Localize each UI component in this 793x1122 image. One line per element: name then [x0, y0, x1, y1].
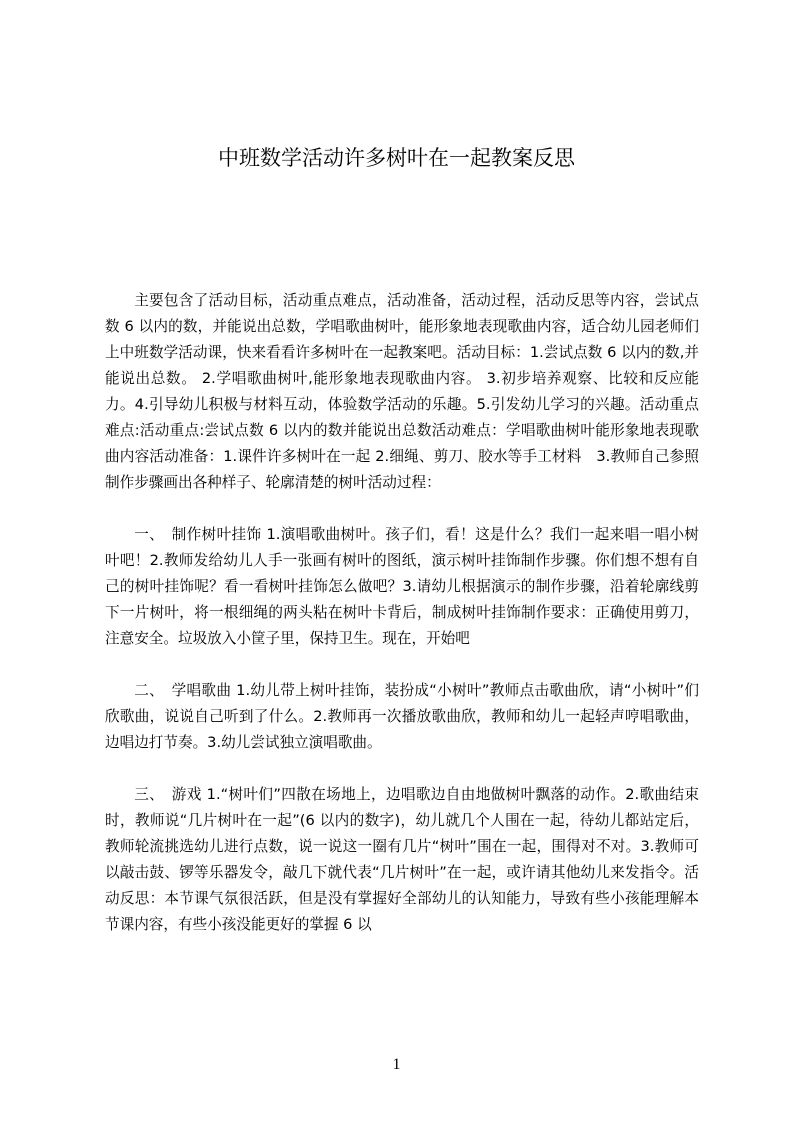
document-body — [105, 288, 699, 964]
document-title: 中班数学活动许多树叶在一起教案反思 — [218, 146, 575, 170]
paragraph-section-3: 三、 游戏 1.“树叶们”四散在场地上，边唱歌边自由地做树叶飘落的动作。2.歌曲结束时，教师说“几片树叶在一起”(6 以内的数字)，幼儿就几个人围在一起，待幼儿都站定后，教师轮流挑选幼儿进行点数，说一说这一圈有几片“树叶”围在一起，围得对不对。3.教师可以敲击鼓、锣等乐器发令，敲几下就代表“几片树叶”在一起，或许请其他幼儿来发指令。活动反思：本节课气氛很活跃，但是没有掌握好全部幼儿的认知能力，导致有些小孩能理解本节课内容，有些小孩没能更好的掌握 6 以 — [105, 786, 699, 933]
page-number: 1 — [392, 1056, 401, 1073]
paragraph-section-1: 一、 制作树叶挂饰 1.演唱歌曲树叶。孩子们，看！这是什么？我们一起来唱一唱小树叶吧！2.教师发给幼儿人手一张画有树叶的图纸，演示树叶挂饰制作步骤。你们想不想有自己的树叶挂饰呢？看一看树叶挂饰怎么做吧？3.请幼儿根据演示的制作步骤，沿着轮廓线剪下一片树叶，将一根细绳的两头粘在树叶卡背后，制成树叶挂饰制作要求：正确使用剪刀，注意安全。垃圾放入小筐子里，保持卫生。现在，开始吧 — [105, 526, 699, 647]
paragraph-intro: 主要包含了活动目标，活动重点难点，活动准备，活动过程，活动反思等内容，尝试点数 6 以内的数，并能说出总数，学唱歌曲树叶，能形象地表现歌曲内容，适合幼儿园老师们上中班数学活动课，快来看看许多树叶在一起教案吧。活动目标：1.尝试点数 6 以内的数,并能说出总数。 2.学唱歌曲树叶,能形象地表现歌曲内容。 3.初步培养观察、比较和反应能力。4.引导幼儿积极与材料互动，体验数学活动的乐趣。5.引发幼儿学习的兴趣。活动重点难点:活动重点:尝试点数 6 以内的数并能说出总数活动难点：学唱歌曲树叶能形象地表现歌曲内容活动准备：1.课件许多树叶在一起 2.细绳、剪刀、胶水等手工材料 3.教师自己参照制作步骤画出各种样子、轮廓清楚的树叶活动过程： — [105, 292, 699, 491]
paragraph-section-2: 二、 学唱歌曲 1.幼儿带上树叶挂饰，装扮成“小树叶”教师点击歌曲欣，请“小树叶”们欣歌曲，说说自己听到了什么。2.教师再一次播放歌曲欣，教师和幼儿一起轻声哼唱歌曲，边唱边打节奏。3.幼儿尝试独立演唱歌曲。 — [105, 682, 699, 751]
